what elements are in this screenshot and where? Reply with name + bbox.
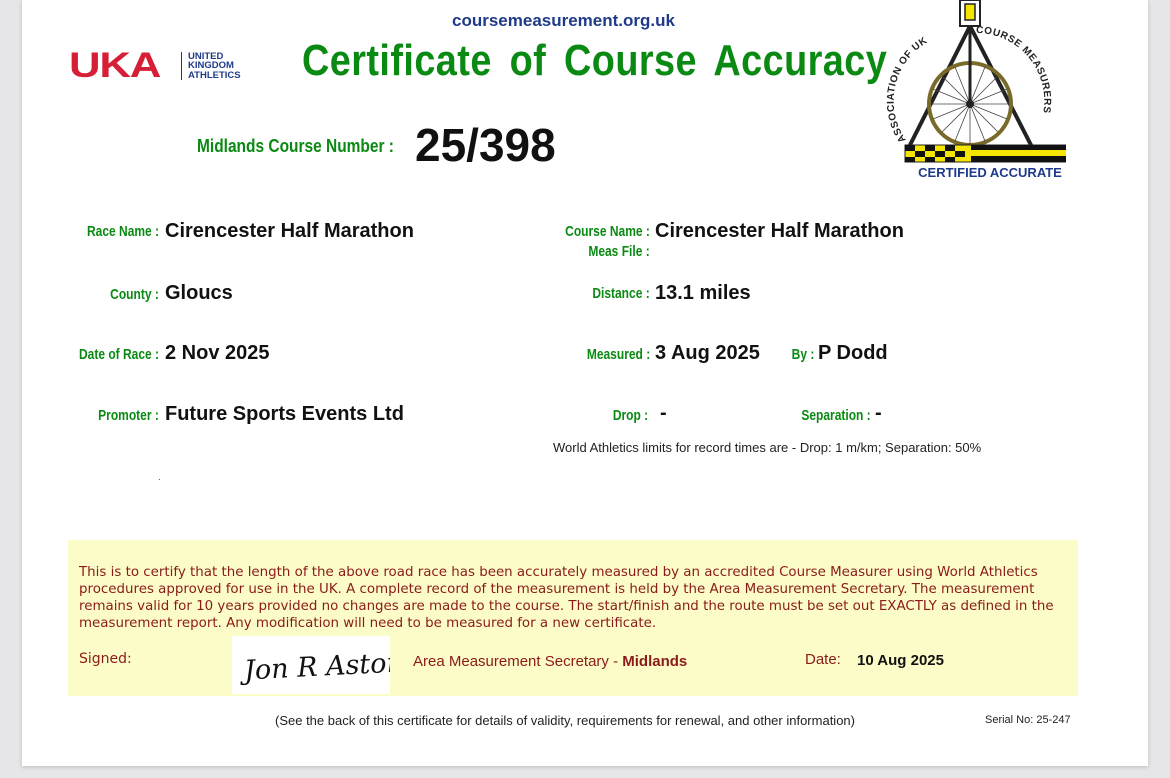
measured-by-value: P Dodd <box>818 342 888 364</box>
uka-logo <box>69 46 241 86</box>
county-label: County : <box>110 286 159 303</box>
signature-box <box>232 636 390 694</box>
race-date-label: Date of Race : <box>78 346 159 363</box>
course-name-label: Course Name : <box>565 223 650 240</box>
county-value: Gloucs <box>165 282 233 304</box>
svg-text:ASSOCIATION OF UK <box>886 35 930 144</box>
separation-value: - <box>875 402 882 424</box>
website-url[interactable]: coursemeasurement.org.uk <box>452 11 675 30</box>
drop-value: - <box>660 402 667 424</box>
measured-by-label: By : <box>791 346 814 363</box>
certified-accurate-badge <box>876 0 1066 185</box>
secretary-area: Midlands <box>622 653 688 670</box>
course-name-value: Cirencester Half Marathon <box>655 220 904 242</box>
secretary-role: Area Measurement Secretary - <box>413 653 623 670</box>
svg-text:COURSE MEASURERS <box>976 25 1053 114</box>
certification-panel <box>68 540 1078 696</box>
uka-mark: UKA <box>69 46 161 85</box>
race-date-value: 2 Nov 2025 <box>165 342 270 364</box>
uka-word: UNITED <box>188 50 224 62</box>
measured-label: Measured : <box>586 346 650 363</box>
signed-label: Signed: <box>79 651 132 667</box>
certificate-title: Certificate of Course Accuracy <box>302 36 888 85</box>
promoter-value: Future Sports Events Ltd <box>165 403 404 425</box>
separation-label: Separation : <box>801 407 871 424</box>
course-number-label: Midlands Course Number : <box>197 136 394 156</box>
certificate-sheet <box>22 0 1148 766</box>
badge-caption: CERTIFIED ACCURATE <box>918 165 1062 180</box>
badge-ring-right: COURSE MEASURERS <box>975 24 1053 115</box>
signature-text: Jon R Aston <box>243 647 390 687</box>
secretary-title <box>413 653 687 670</box>
record-limits-note: World Athletics limits for record times are - Drop: 1 m/km; Separation: 50% <box>553 440 982 455</box>
uka-word: KINGDOM <box>188 60 234 72</box>
meas-file-label: Meas File : <box>588 243 650 260</box>
drop-label: Drop : <box>612 407 648 424</box>
certified-date-label: Date: <box>805 651 841 668</box>
distance-label: Distance : <box>592 285 650 302</box>
distance-value: 13.1 miles <box>655 282 751 304</box>
stray-mark: . <box>158 472 161 483</box>
signature-image <box>232 636 390 694</box>
measured-value: 3 Aug 2025 <box>655 342 760 364</box>
tape-window-icon <box>965 4 975 20</box>
course-number: 25/398 <box>415 119 556 171</box>
race-name-value: Cirencester Half Marathon <box>165 220 414 242</box>
certification-statement: This is to certify that the length of the above road race has been accurately measured by an accredited Course Measurer using World Athletics procedures approved for use in the UK. A complete record of the measurement is held by the Area Measurement Secretary. The measurement remains valid for 10 years provided no changes are made to the course. The start/finish and the route must be set out EXACTLY as defined in the measurement report. Any modification will need to be measured for a new certificate. <box>79 565 1054 631</box>
badge-ring-left: ASSOCIATION OF UK <box>885 35 930 145</box>
certified-date-value: 10 Aug 2025 <box>857 652 944 669</box>
race-name-label: Race Name : <box>86 223 159 240</box>
footer-note: (See the back of this certificate for details of validity, requirements for renewal, and other information) <box>275 713 855 728</box>
promoter-label: Promoter : <box>98 407 159 424</box>
serial-number: Serial No: 25-247 <box>985 714 1071 726</box>
uka-word: ATHLETICS <box>188 69 241 81</box>
